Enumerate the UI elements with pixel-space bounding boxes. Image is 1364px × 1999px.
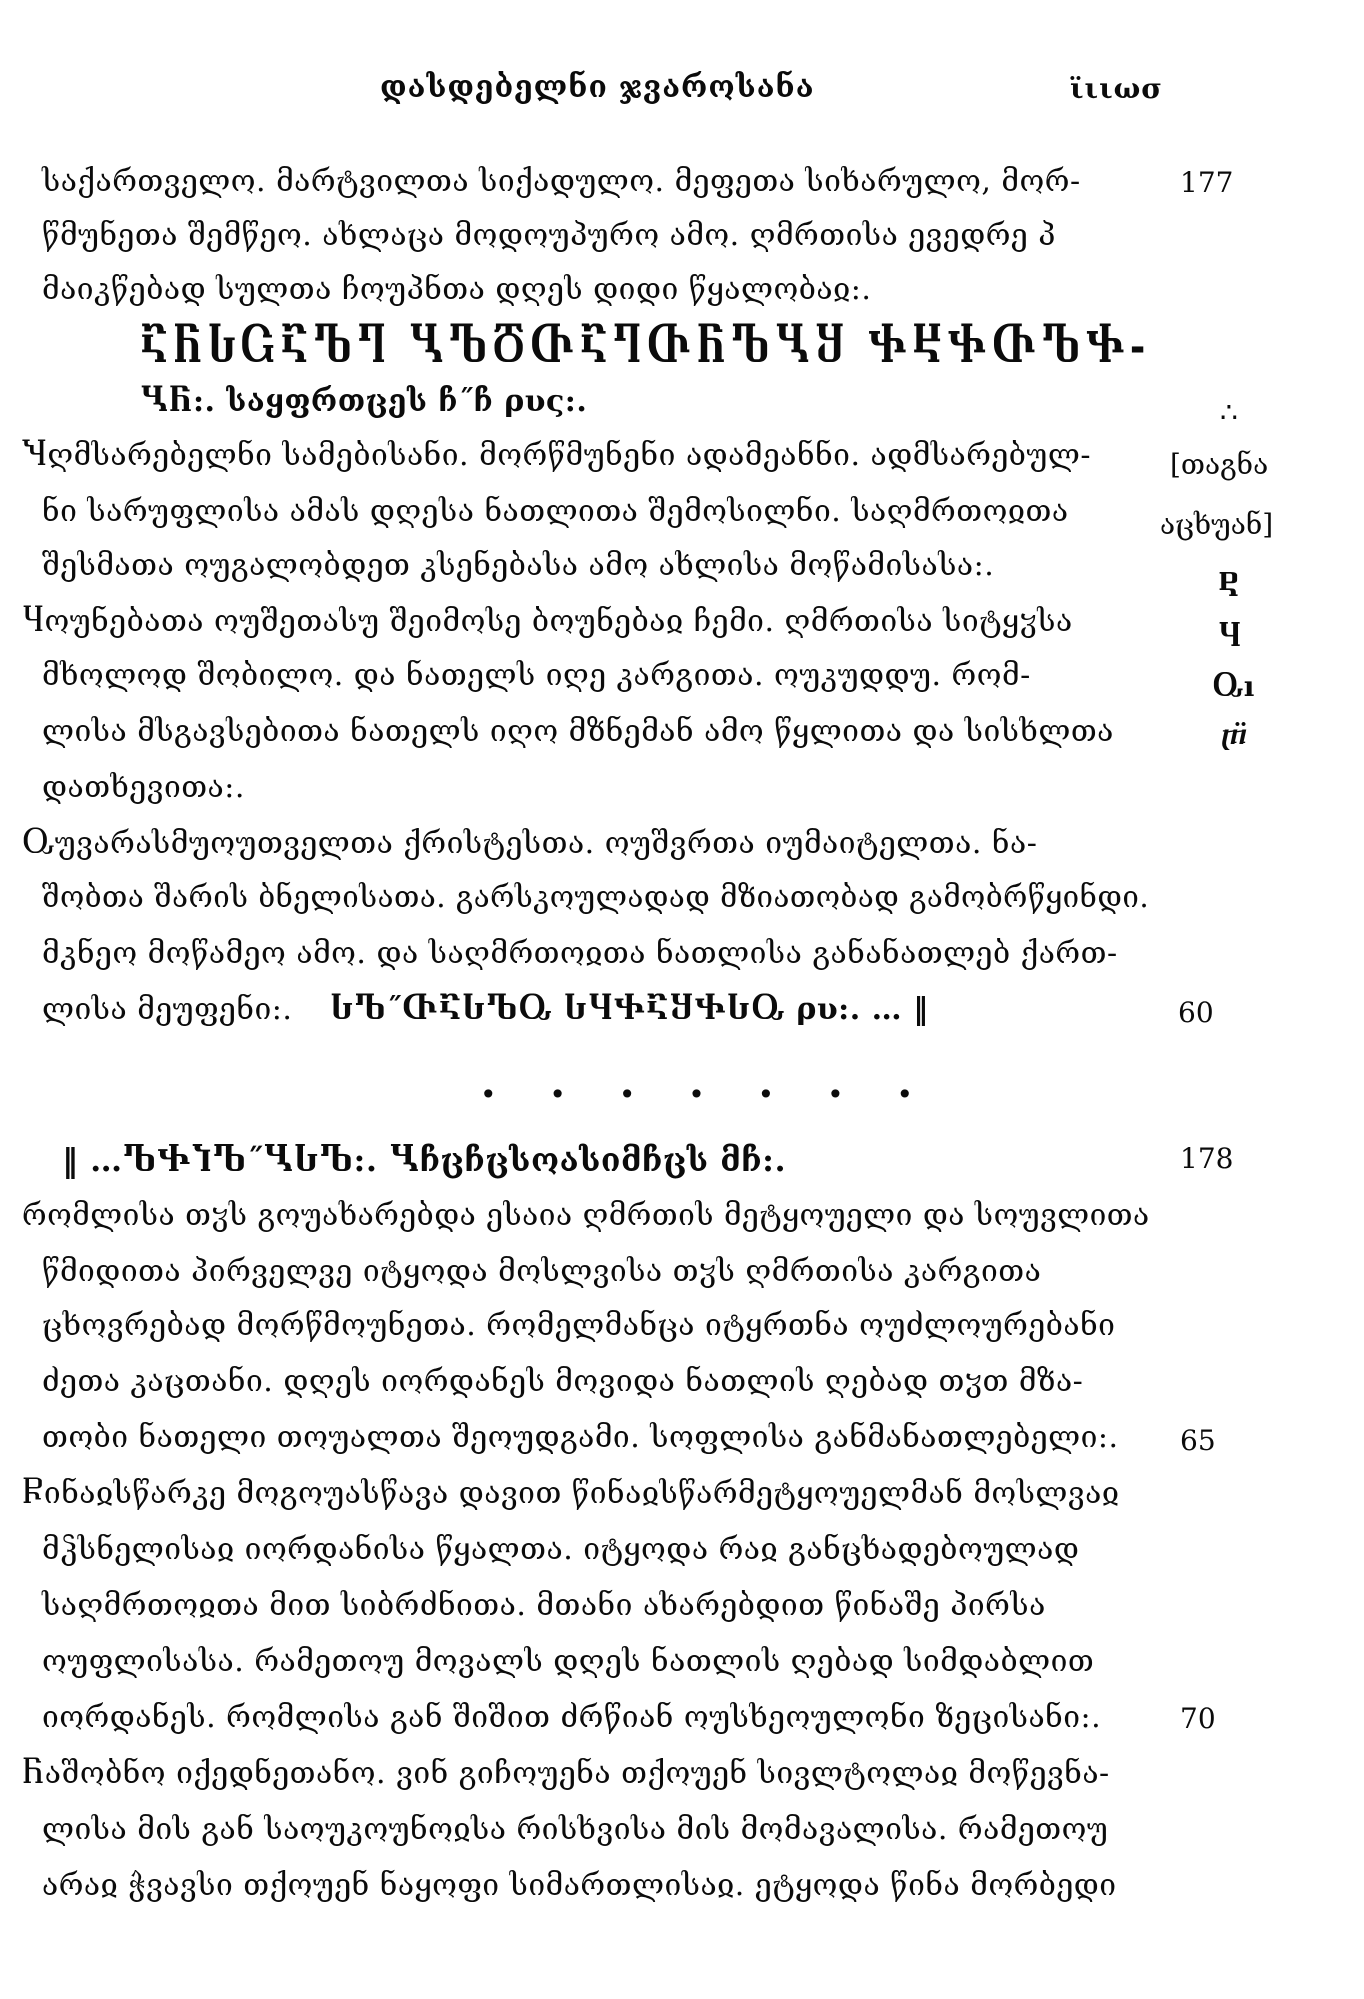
page-header: [0, 62, 1364, 112]
section-divider: • • • • • • •: [480, 1078, 936, 1111]
text-line: მხოლოდ შობილო. და ნათელს იღე კარგითა. ოუკუდდუ. რომ-: [42, 658, 1031, 693]
text-line: საქართველო. მარტვილთა სიქადულო. მეფეთა სიხარულო, მორ-: [42, 164, 1081, 199]
text-line: წმიდითა პირველვე იტყოდა მოსლვისა თჳს ღმრთისა კარგითა: [42, 1254, 1042, 1289]
text-line: მჴსნელისაჲ იორდანისა წყალთა. იტყოდა რაჲ განცხადებოულად: [42, 1532, 1080, 1567]
section-heading: ႠႬႱႺႠႪႤ ႡႪႣႧႠႤႧႬႪႡႸ ႵႾႵႧႪႵ-: [140, 319, 1151, 373]
text-line: Ⴏღმსარებელნი სამებისანი. მორწმუნენი ადამეანნი. ადმსარებულ-: [22, 438, 1091, 473]
text-line: არაჲ ჭვავსი თქოუენ ნაყოფი სიმართლისაჲ. ეტყოდა წინა მორბედი: [42, 1868, 1117, 1903]
margin-sign: ∴: [1220, 396, 1238, 429]
folio-number: ϊιιωσ: [1070, 72, 1163, 105]
text-line: დათხევითა:.: [42, 770, 245, 805]
margin-note: [თაგნა: [1170, 448, 1269, 481]
section-heading: ‖ …ႪႵႨႪ˝ႡႱႪ:. Ⴁჩცჩცსოასიმჩცს მჩ:.: [62, 1141, 787, 1179]
text-line: Ⴌაშობნო იქედნეთანო. ვინ გიჩოუენა თქოუენ სივლტოლაჲ მოწევნა-: [22, 1756, 1110, 1791]
line-number: 178: [1180, 1142, 1234, 1175]
margin-letter: Ⴍı: [1212, 670, 1255, 703]
text-line: Ⴍუვარასმუოუთველთა ქრისტესთა. ოუშვრთა იუმაიტელთა. ნა-: [22, 826, 1038, 861]
text-line-tail: ႱႪ˝ႧႠႱႪႭ ႱႷႵႠႸႵႱႭ ρυ:. … ‖: [330, 992, 929, 1027]
text-line: Ⴜინაჲსწარკე მოგოუასწავა დავით წინაჲსწარმეტყოუელმან მოსლვაჲ: [22, 1476, 1120, 1511]
margin-note: აცხუან]: [1160, 508, 1274, 541]
running-title: დასდებელნი ჯვაროსანა: [380, 70, 815, 105]
text-line: ლისა მსგავსებითა ნათელს იღო მზნემან ამო წყლითა და სისხლთა: [42, 714, 1114, 749]
text-line: საღმრთოჲთა მით სიბრძნითა. მთანი ახარებდით წინაშე პირსა: [42, 1588, 1046, 1623]
text-line: თობი ნათელი თოუალთა შეოუდგამი. სოფლისა განმანათლებელი:.: [42, 1420, 1119, 1455]
text-line: მაიკწებად სულთა ჩოუპნთა დღეს დიდი წყალობაჲ:.: [42, 272, 872, 307]
margin-letter: Ⴒ: [1218, 570, 1240, 603]
text-line: იორდანეს. რომლისა გან შიშით ძრწიან ოუსხეოულონი ზეცისანი:.: [42, 1700, 1102, 1735]
text-line: წმუნეთა შემწეო. ახლაცა მოდოუპურო ამო. ღმრთისა ევედრე პ: [42, 218, 1056, 253]
line-number: 65: [1180, 1424, 1216, 1457]
margin-letter: Ⴗ: [1218, 620, 1242, 653]
text-line: შესმათა ოუგალობდეთ კსენებასა ამო ახლისა მოწამისასა:.: [42, 548, 995, 583]
section-subheading: ႡႬ:. საყფრთცეს ჩ˝ჩ ρυς:.: [140, 384, 588, 419]
text-line: მკნეო მოწამეო ამო. და საღმრთოჲთა ნათლისა განანათლებ ქართ-: [42, 936, 1118, 971]
text-line: ლისა მის გან საოუკოუნოჲსა რისხვისა მის მომავალისა. რამეთოუ: [42, 1812, 1109, 1847]
text-line: ძეთა კაცთანი. დღეს იორდანეს მოვიდა ნათლის ღებად თჳთ მზა-: [42, 1364, 1084, 1399]
text-line: ცხოვრებად მორწმოუნეთა. რომელმანცა იტყრთნა ოუძლოურებანი: [42, 1308, 1116, 1343]
line-number: 177: [1180, 166, 1234, 199]
text-line: Ⴗოუნებათა ოუშეთასუ შეიმოსე ბოუნებაჲ ჩემი. ღმრთისა სიტყჳსა: [22, 604, 1073, 639]
margin-letter: ⴜ̈: [1220, 718, 1248, 751]
line-number: 70: [1180, 1702, 1216, 1735]
text-line: შობთა შარის ბნელისათა. გარსკოულადად მზიათობად გამობრწყინდი.: [42, 880, 1150, 915]
line-number: 60: [1178, 996, 1214, 1029]
text-line: ლისა მეუფენი:.: [42, 992, 293, 1027]
text-line: ნი სარუფლისა ამას დღესა ნათლითა შემოსილნი. საღმრთოჲთა: [42, 494, 1069, 529]
text-line: რომლისა თჳს გოუახარებდა ესაია ღმრთის მეტყოუელი და სოუვლითა: [22, 1198, 1150, 1233]
text-line: ოუფლისასა. რამეთოუ მოვალს დღეს ნათლის ღებად სიმდაბლით: [42, 1644, 1095, 1679]
